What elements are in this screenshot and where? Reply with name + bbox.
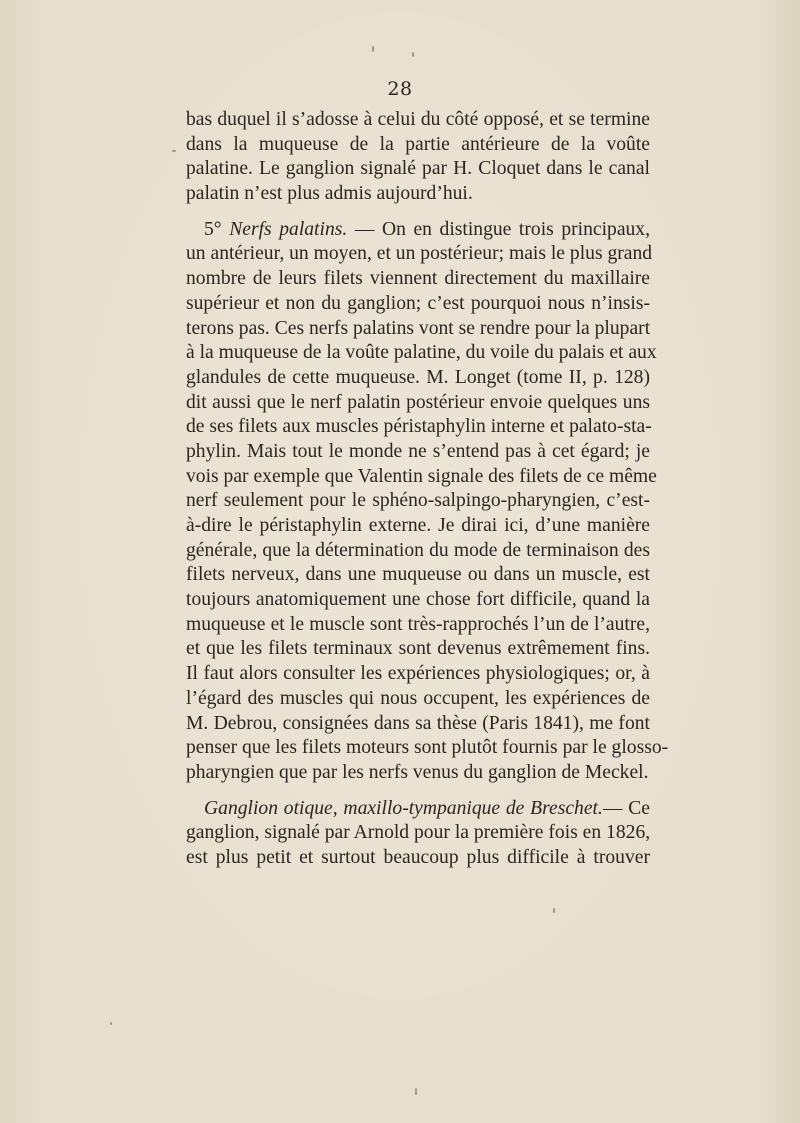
page-number: 28 (387, 78, 413, 100)
text-line: Il faut alors consulter les expériences physiologiques; or, à (186, 663, 650, 685)
text-line: M. Debrou, consignées dans sa thèse (Paris 1841), me font (186, 712, 650, 734)
text-line: penser que les filets moteurs sont plutôt fournis par le glosso- (186, 737, 669, 759)
text-line: l’égard des muscles qui nous occupent, les expériences de (186, 687, 650, 709)
text-line: à-dire le péristaphylin externe. Je dirai ici, d’une manière (186, 515, 650, 536)
paragraph-ganglion-otique (186, 797, 650, 871)
text-line: dans la muqueuse de la partie antérieure de la voûte (186, 133, 650, 155)
text-line: supérieur et non du ganglion; c’est pourquoi nous n’insis- (186, 292, 650, 314)
text-line: générale, que la détermination du mode de terminaison des (186, 539, 650, 561)
section-lead-text: — Ce (602, 797, 650, 819)
text-line: ganglion, signalé par Arnold pour la première fois en 1826, (186, 822, 651, 844)
section-heading: Ganglion otique, maxillo-tympanique de Breschet. (204, 797, 603, 819)
text-line: palatine. Le ganglion signalé par H. Cloquet dans le canal (186, 158, 650, 180)
text-line: nerf seulement pour le sphéno-salpingo-pharyngien, c’est- (186, 490, 650, 512)
section-lead-line (186, 218, 650, 243)
text-line: bas duquel il s’adosse à celui du côté opposé, et se termine (186, 109, 650, 130)
paragraph-nerfs-palatins (186, 218, 669, 786)
text-line: phylin. Mais tout le monde ne s’entend pas à cet égard; je (186, 440, 650, 462)
section-lead-text: — On en distingue trois principaux, (347, 218, 651, 240)
text-line: glandules de cette muqueuse. M. Longet (tome II, p. 128) (186, 366, 650, 388)
text-line: terons pas. Ces nerfs palatins vont se rendre pour la plupart (186, 317, 651, 339)
section-heading: Nerfs palatins. (229, 218, 348, 240)
paragraph-gap (186, 786, 650, 797)
paper-speck (372, 46, 374, 52)
text-line: muqueuse et le muscle sont très-rapprochés l’un de l’autre, (186, 613, 650, 635)
paper-speck (110, 1022, 112, 1025)
text-line: nombre de leurs filets viennent directement du maxillaire (186, 268, 650, 290)
text-line: de ses filets aux muscles péristaphylin interne et palato-sta- (186, 416, 652, 438)
paper-speck (553, 908, 555, 913)
text-line: et que les filets terminaux sont devenus extrêmement fins. (186, 638, 650, 660)
paper-speck (412, 52, 414, 57)
text-line: pharyngien que par les nerfs venus du ganglion de Meckel. (186, 761, 649, 783)
paper-speck (415, 1088, 417, 1095)
section-number: 5° (204, 218, 230, 240)
text-line: palatin n’est plus admis aujourd’hui. (186, 183, 473, 205)
text-line: à la muqueuse de la voûte palatine, du voile du palais et aux (186, 342, 657, 364)
body-text (186, 108, 669, 871)
text-line: est plus petit et surtout beaucoup plus difficile à trouver (186, 846, 650, 868)
text-line: dit aussi que le nerf palatin postérieur envoie quelques uns (186, 391, 650, 413)
paragraph-1 (186, 108, 650, 207)
text-line: vois par exemple que Valentin signale des filets de ce même (186, 465, 657, 487)
section-lead-line (186, 797, 650, 822)
text-line: toujours anatomiquement une chose fort difficile, quand la (186, 589, 650, 611)
text-line: un antérieur, un moyen, et un postérieur; mais le plus grand (186, 243, 653, 265)
paper-speck (172, 150, 176, 152)
text-line: filets nerveux, dans une muqueuse ou dans un muscle, est (186, 564, 650, 586)
paragraph-gap (186, 207, 650, 218)
